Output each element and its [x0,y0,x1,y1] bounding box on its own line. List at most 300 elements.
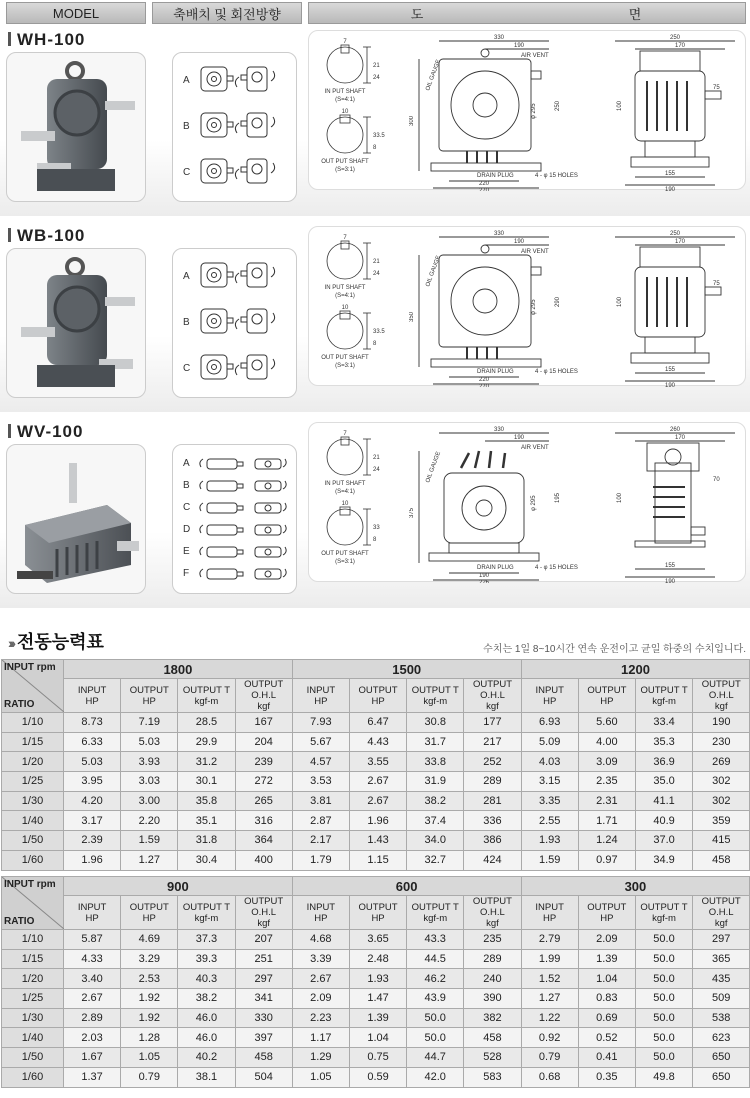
column-header [635,679,692,713]
value-cell: 39.3 [178,949,235,969]
value-cell: 364 [235,831,292,851]
value-cell: 235 [464,930,521,950]
value-cell: 50.0 [635,930,692,950]
value-cell: 167 [235,713,292,733]
table-row [2,831,750,851]
dim-key-depth-out: 33.5 [373,133,385,139]
column-header-line2: HP [543,912,557,924]
column-header-line1: INPUT [77,684,107,696]
column-header-line1: OUTPUT [358,901,398,913]
value-cell: 272 [235,772,292,792]
holes-label: 4 - φ 15 HOLES [535,565,578,571]
dim-shaft-length: 70 [713,477,720,483]
table-row [2,732,750,752]
product-photo [6,52,146,202]
header-orientation: 축배치 및 회전방향 [152,2,302,24]
orientation-label: D [183,524,191,535]
value-cell: 0.83 [578,989,635,1009]
ratio-cell: 1/30 [2,1008,64,1028]
orientation-label: E [183,546,190,557]
table-row [2,791,750,811]
value-cell: 240 [464,969,521,989]
value-cell: 0.35 [578,1067,635,1087]
column-header-line2: kgf [714,701,728,712]
value-cell: 37.4 [407,811,464,831]
oil-gauge-label: OIL GAUGE [425,450,443,484]
column-header-line1: INPUT [306,901,336,913]
value-cell: 415 [693,831,750,851]
column-header [693,896,750,930]
dim-key-out: 10 [341,501,349,507]
column-header [521,679,578,713]
value-cell: 1.92 [121,989,178,1009]
header-drawing-char1: 도 [410,6,426,22]
value-cell: 31.7 [407,732,464,752]
front-view-drawing [409,227,589,387]
value-cell: 1.04 [578,969,635,989]
value-cell: 2.20 [121,811,178,831]
dim-key-height-in: 24 [373,75,380,81]
column-header [578,896,635,930]
column-header-line1: OUTPUT [129,901,169,913]
dim-shaft-length: 75 [713,281,720,287]
value-cell: 6.93 [521,713,578,733]
column-header-line2: kgf [257,918,270,929]
column-header-line2: HP [142,912,156,924]
shaft-diagram [315,35,405,185]
product-photo [6,248,146,398]
value-cell: 37.0 [635,831,692,851]
shaft-diagram [315,231,405,381]
dim-base-inner: 220 [478,181,490,187]
dim-side-height: 100 [617,296,623,307]
model-section [0,26,750,216]
column-header [635,896,692,930]
value-cell: 1.15 [349,850,406,870]
gearbox-photo [7,53,145,201]
value-cell: 3.35 [521,791,578,811]
in-shaft-label: IN PUT SHAFT [324,481,366,487]
column-header-line2: HP [85,912,99,924]
dim-key-depth-in: 21 [373,259,380,265]
value-cell: 1.17 [292,1028,349,1048]
corner-label-ratio: RATIO [4,699,35,710]
value-cell: 43.3 [407,930,464,950]
value-cell: 1.27 [521,989,578,1009]
value-cell: 3.53 [292,772,349,792]
value-cell: 35.8 [178,791,235,811]
value-cell: 1.39 [349,1008,406,1028]
value-cell: 435 [693,969,750,989]
dim-side-inner: 170 [674,435,686,441]
performance-table [1,659,750,871]
dim-center-height: 250 [555,100,561,111]
rpm-header: 600 [292,877,521,896]
value-cell: 528 [464,1048,521,1068]
dim-side-base-inner: 155 [664,367,676,373]
table-row [2,811,750,831]
column-header-line1: OUTPUT T [182,684,231,696]
value-cell: 289 [464,772,521,792]
value-cell: 3.40 [64,969,121,989]
dimension-drawing-panel [308,422,746,582]
value-cell: 359 [693,811,750,831]
ratio-cell: 1/25 [2,989,64,1009]
in-shaft-scale: (S=4:1) [335,97,355,103]
value-cell: 1.37 [64,1067,121,1087]
column-header [521,896,578,930]
value-cell: 1.96 [64,850,121,870]
column-header [578,679,635,713]
value-cell: 2.23 [292,1008,349,1028]
out-shaft-scale: (S=3:1) [335,167,355,173]
value-cell: 1.47 [349,989,406,1009]
value-cell: 207 [235,930,292,950]
value-cell: 3.29 [121,949,178,969]
dim-key-height-in: 24 [373,271,380,277]
drain-plug-label: DRAIN PLUG [477,173,514,179]
value-cell: 35.1 [178,811,235,831]
value-cell: 3.00 [121,791,178,811]
dim-side-height: 100 [617,100,623,111]
value-cell: 31.8 [178,831,235,851]
value-cell: 2.35 [578,772,635,792]
value-cell: 4.33 [64,949,121,969]
value-cell: 583 [464,1067,521,1087]
value-cell: 538 [693,1008,750,1028]
value-cell: 0.79 [121,1067,178,1087]
column-header [407,896,464,930]
value-cell: 1.79 [292,850,349,870]
column-header [349,896,406,930]
value-cell: 42.0 [407,1067,464,1087]
value-cell: 5.03 [64,752,121,772]
column-header-line2: kgf-m [423,912,448,924]
value-cell: 2.39 [64,831,121,851]
value-cell: 34.0 [407,831,464,851]
dim-base-inner: 190 [478,573,490,579]
value-cell: 44.7 [407,1048,464,1068]
orientation-label: A [183,75,190,86]
dim-side-base-outer: 190 [664,187,676,191]
ratio-cell: 1/10 [2,713,64,733]
value-cell: 1.99 [521,949,578,969]
value-cell: 1.28 [121,1028,178,1048]
column-header-line1: INPUT [535,684,564,696]
value-cell: 4.00 [578,732,635,752]
front-view-drawing [409,31,589,191]
value-cell: 3.39 [292,949,349,969]
column-header [235,896,292,930]
out-shaft-scale: (S=3:1) [335,363,355,369]
column-header-line1: OUTPUT O.H.L [472,679,512,701]
column-header [178,679,235,713]
dim-overall-width: 330 [493,35,505,41]
dim-diameter: φ 295 [531,299,537,315]
column-header-line1: INPUT [306,684,336,696]
column-header-line1: OUTPUT [129,684,169,696]
gearbox-photo [7,249,145,397]
dim-side-inner: 170 [674,239,686,245]
value-cell: 281 [464,791,521,811]
ratio-cell: 1/10 [2,930,64,950]
value-cell: 3.17 [64,811,121,831]
rpm-header: 1200 [521,660,750,679]
oil-gauge-label: OIL GAUGE [425,58,443,92]
value-cell: 2.89 [64,1008,121,1028]
value-cell: 269 [693,752,750,772]
column-header-line1: OUTPUT O.H.L [244,679,284,701]
column-header-line2: HP [371,912,385,924]
column-header-line1: OUTPUT T [411,684,459,696]
ratio-cell: 1/60 [2,1067,64,1087]
dim-center-width: 190 [513,239,525,245]
value-cell: 3.65 [349,930,406,950]
value-cell: 504 [235,1067,292,1087]
dim-side-base-inner: 155 [664,563,676,569]
in-shaft-scale: (S=4:1) [335,489,355,495]
value-cell: 4.03 [521,752,578,772]
header-model: MODEL [6,2,146,24]
ratio-cell: 1/50 [2,831,64,851]
dim-diameter: φ 295 [531,103,537,119]
value-cell: 400 [235,850,292,870]
ratio-cell: 1/30 [2,791,64,811]
value-cell: 2.03 [64,1028,121,1048]
value-cell: 2.09 [578,930,635,950]
value-cell: 7.19 [121,713,178,733]
corner-label-ratio: RATIO [4,916,35,927]
value-cell: 50.0 [635,969,692,989]
column-header-line1: OUTPUT O.H.L [472,896,512,918]
value-cell: 365 [693,949,750,969]
value-cell: 1.39 [578,949,635,969]
table-row [2,969,750,989]
dim-overall-height: 350 [409,311,415,322]
value-cell: 2.55 [521,811,578,831]
holes-label: 4 - φ 15 HOLES [535,369,578,375]
value-cell: 38.2 [407,791,464,811]
value-cell: 2.31 [578,791,635,811]
table-title-text: 전동능력표 [17,632,104,652]
drain-plug-label: DRAIN PLUG [477,565,514,571]
column-header [121,896,178,930]
column-header-line2: HP [314,912,328,924]
value-cell: 33.8 [407,752,464,772]
value-cell: 4.68 [292,930,349,950]
value-cell: 0.69 [578,1008,635,1028]
value-cell: 0.52 [578,1028,635,1048]
column-header-line2: kgf-m [194,695,219,707]
side-view-drawing [595,423,745,583]
out-shaft-label: OUT PUT SHAFT [321,551,369,557]
value-cell: 3.93 [121,752,178,772]
dim-side-width: 250 [669,231,681,237]
out-shaft-label: OUT PUT SHAFT [321,355,369,361]
value-cell: 4.69 [121,930,178,950]
table-corner [2,877,64,930]
value-cell: 46.2 [407,969,464,989]
dim-key-depth-in: 21 [373,63,380,69]
value-cell: 1.59 [121,831,178,851]
dim-diameter: φ 295 [531,495,537,511]
value-cell: 1.29 [292,1048,349,1068]
column-header-line1: OUTPUT O.H.L [244,896,284,918]
table-row [2,930,750,950]
in-shaft-label: IN PUT SHAFT [324,89,366,95]
value-cell: 36.9 [635,752,692,772]
value-cell: 397 [235,1028,292,1048]
side-view-drawing [595,227,745,387]
dim-key-height-out: 8 [373,341,377,347]
value-cell: 217 [464,732,521,752]
value-cell: 4.43 [349,732,406,752]
orientation-diagrams [173,445,296,593]
value-cell: 46.0 [178,1008,235,1028]
column-header [292,896,349,930]
orientation-diagrams [173,249,296,397]
column-header [64,679,121,713]
value-cell: 1.67 [64,1048,121,1068]
orientation-label: A [183,271,190,282]
table-row [2,713,750,733]
value-cell: 40.9 [635,811,692,831]
value-cell: 204 [235,732,292,752]
value-cell: 5.67 [292,732,349,752]
value-cell: 31.9 [407,772,464,792]
dim-key-depth-out: 33.5 [373,329,385,335]
column-header [464,896,521,930]
table-row [2,752,750,772]
table-row [2,1048,750,1068]
value-cell: 35.3 [635,732,692,752]
dim-key-out: 10 [341,305,349,311]
value-cell: 50.0 [635,949,692,969]
model-title: WH-100 [8,30,85,50]
column-header [407,679,464,713]
dim-center-width: 190 [513,435,525,441]
value-cell: 3.95 [64,772,121,792]
out-shaft-scale: (S=3:1) [335,559,355,565]
value-cell: 251 [235,949,292,969]
dim-overall-height: 300 [409,115,415,126]
column-header-line2: HP [600,912,614,924]
column-header-line2: HP [142,695,156,707]
value-cell: 1.43 [349,831,406,851]
value-cell: 50.0 [635,1028,692,1048]
ratio-cell: 1/40 [2,811,64,831]
value-cell: 330 [235,1008,292,1028]
table-row [2,1028,750,1048]
column-header-line1: OUTPUT [587,684,627,696]
column-header [349,679,406,713]
value-cell: 1.05 [121,1048,178,1068]
ratio-cell: 1/15 [2,732,64,752]
dim-side-base-inner: 155 [664,171,676,177]
out-shaft-label: OUT PUT SHAFT [321,159,369,165]
value-cell: 2.87 [292,811,349,831]
model-section [0,222,750,412]
orientation-label: B [183,121,190,132]
value-cell: 0.41 [578,1048,635,1068]
column-header-line2: kgf [714,918,728,929]
value-cell: 336 [464,811,521,831]
holes-label: 4 - φ 15 HOLES [535,173,578,179]
product-photo [6,444,146,594]
model-section [0,418,750,608]
value-cell: 2.09 [292,989,349,1009]
column-header-line1: OUTPUT O.H.L [701,679,741,701]
value-cell: 1.27 [121,850,178,870]
column-header [693,679,750,713]
value-cell: 297 [235,969,292,989]
column-header [178,896,235,930]
value-cell: 34.9 [635,850,692,870]
value-cell: 3.09 [578,752,635,772]
value-cell: 0.59 [349,1067,406,1087]
column-header-line1: OUTPUT T [411,901,459,913]
orientation-diagrams [173,53,296,201]
dim-base-outer: 226 [478,580,490,583]
arrow-icon: ››› [8,635,13,651]
dim-key-height-in: 24 [373,467,380,473]
table-row [2,850,750,870]
column-header [235,679,292,713]
ratio-cell: 1/15 [2,949,64,969]
value-cell: 1.71 [578,811,635,831]
dim-base-outer: 270 [478,188,490,191]
value-cell: 35.0 [635,772,692,792]
value-cell: 177 [464,713,521,733]
model-title: WB-100 [8,226,85,246]
value-cell: 1.22 [521,1008,578,1028]
value-cell: 382 [464,1008,521,1028]
value-cell: 50.0 [407,1008,464,1028]
value-cell: 3.55 [349,752,406,772]
ratio-cell: 1/40 [2,1028,64,1048]
value-cell: 3.81 [292,791,349,811]
value-cell: 650 [693,1048,750,1068]
value-cell: 50.0 [635,989,692,1009]
ratio-cell: 1/60 [2,850,64,870]
in-shaft-label: IN PUT SHAFT [324,285,366,291]
dim-overall-height: 375 [409,507,415,518]
value-cell: 1.93 [521,831,578,851]
value-cell: 40.3 [178,969,235,989]
dim-center-height: 290 [555,296,561,307]
value-cell: 302 [693,791,750,811]
value-cell: 0.97 [578,850,635,870]
column-header-line2: kgf [486,701,499,712]
ratio-cell: 1/50 [2,1048,64,1068]
value-cell: 239 [235,752,292,772]
value-cell: 6.47 [349,713,406,733]
column-header-line1: OUTPUT [358,684,398,696]
value-cell: 0.75 [349,1048,406,1068]
rpm-header: 900 [64,877,293,896]
table-row [2,949,750,969]
column-header-line1: OUTPUT T [640,684,688,696]
orientation-panel [172,444,297,594]
column-header-line1: OUTPUT T [640,901,688,913]
value-cell: 30.1 [178,772,235,792]
orientation-label: A [183,458,190,469]
value-cell: 31.2 [178,752,235,772]
air-vent-label: AIR VENT [521,249,549,255]
value-cell: 30.8 [407,713,464,733]
value-cell: 2.67 [349,772,406,792]
value-cell: 2.67 [292,969,349,989]
